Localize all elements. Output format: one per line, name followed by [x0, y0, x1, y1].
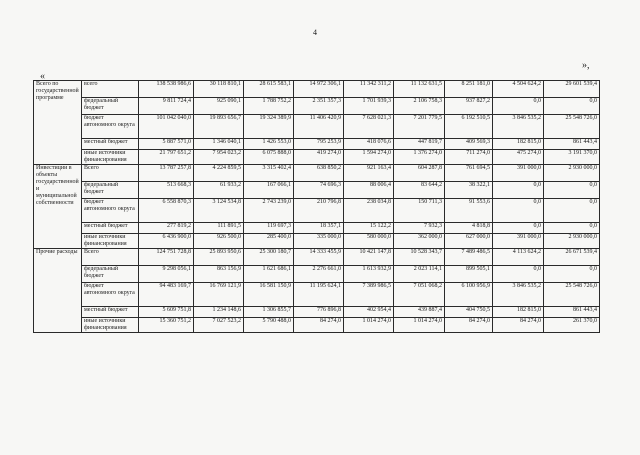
funding-source-label: иные источники финансирования	[82, 318, 139, 333]
amount-cell: 0,0	[544, 98, 600, 115]
table-row	[34, 150, 600, 165]
amount-cell: 7 489 486,5	[445, 249, 493, 266]
funding-source-label: местный бюджет	[82, 223, 139, 234]
funding-source-label: Всего	[82, 249, 139, 266]
amount-cell: 1 014 274,0	[394, 318, 445, 333]
amount-cell: 74 696,3	[294, 182, 344, 199]
amount-cell: 9 298 056,1	[139, 266, 194, 283]
amount-cell: 7 932,3	[394, 223, 445, 234]
amount-cell: 25 893 950,6	[194, 249, 244, 266]
budget-table	[33, 80, 600, 333]
amount-cell: 3 846 535,2	[493, 283, 544, 307]
amount-cell: 1 426 553,0	[244, 139, 294, 150]
amount-cell: 925 090,1	[194, 98, 244, 115]
amount-cell: 1 621 686,1	[244, 266, 294, 283]
amount-cell: 2 930 000,0	[544, 234, 600, 249]
budget-table-body	[34, 81, 600, 333]
amount-cell: 7 954 023,2	[194, 150, 244, 165]
amount-cell: 711 274,0	[445, 150, 493, 165]
amount-cell: 16 769 121,9	[194, 283, 244, 307]
amount-cell: 285 400,0	[244, 234, 294, 249]
amount-cell: 921 163,4	[344, 165, 394, 182]
amount-cell: 409 569,3	[445, 139, 493, 150]
amount-cell: 150 711,3	[394, 199, 445, 223]
amount-cell: 475 274,0	[493, 150, 544, 165]
amount-cell: 4 113 624,2	[493, 249, 544, 266]
amount-cell: 25 548 726,0	[544, 115, 600, 139]
table-row	[34, 266, 600, 283]
amount-cell: 362 000,0	[394, 234, 445, 249]
amount-cell: 3 124 534,8	[194, 199, 244, 223]
amount-cell: 7 051 068,2	[394, 283, 445, 307]
amount-cell: 119 697,3	[244, 223, 294, 234]
amount-cell: 0,0	[493, 223, 544, 234]
amount-cell: 937 827,2	[445, 98, 493, 115]
amount-cell: 0,0	[493, 182, 544, 199]
amount-cell: 61 933,2	[194, 182, 244, 199]
amount-cell: 111 891,5	[194, 223, 244, 234]
amount-cell: 101 042 040,0	[139, 115, 194, 139]
funding-source-label: бюджет автономного округа	[82, 283, 139, 307]
table-row	[34, 81, 600, 98]
table-row	[34, 182, 600, 199]
amount-cell: 0,0	[544, 223, 600, 234]
amount-cell: 863 156,9	[194, 266, 244, 283]
amount-cell: 124 751 728,8	[139, 249, 194, 266]
section-title: Прочие расходы	[34, 249, 82, 333]
amount-cell: 447 819,7	[394, 139, 445, 150]
amount-cell: 926 500,0	[194, 234, 244, 249]
table-row	[34, 199, 600, 223]
amount-cell: 1 376 274,0	[394, 150, 445, 165]
amount-cell: 580 000,0	[344, 234, 394, 249]
amount-cell: 795 253,9	[294, 139, 344, 150]
amount-cell: 7 027 523,2	[194, 318, 244, 333]
amount-cell: 7 389 986,5	[344, 283, 394, 307]
table-row	[34, 165, 600, 182]
amount-cell: 84 274,0	[493, 318, 544, 333]
opening-quote: «	[40, 71, 45, 82]
amount-cell: 391 000,0	[493, 234, 544, 249]
amount-cell: 84 274,0	[294, 318, 344, 333]
page-number: 4	[313, 28, 317, 37]
amount-cell: 391 000,0	[493, 165, 544, 182]
amount-cell: 402 954,4	[344, 307, 394, 318]
amount-cell: 7 201 779,5	[394, 115, 445, 139]
funding-source-label: Всего	[82, 165, 139, 182]
amount-cell: 0,0	[493, 266, 544, 283]
amount-cell: 21 797 651,2	[139, 150, 194, 165]
amount-cell: 14 972 306,1	[294, 81, 344, 98]
amount-cell: 277 819,2	[139, 223, 194, 234]
amount-cell: 11 406 420,9	[294, 115, 344, 139]
amount-cell: 899 505,1	[445, 266, 493, 283]
amount-cell: 1 613 932,9	[344, 266, 394, 283]
funding-source-label: федеральный бюджет	[82, 182, 139, 199]
amount-cell: 1 234 148,6	[194, 307, 244, 318]
amount-cell: 6 100 956,9	[445, 283, 493, 307]
amount-cell: 3 846 535,2	[493, 115, 544, 139]
amount-cell: 1 346 040,1	[194, 139, 244, 150]
amount-cell: 88 006,4	[344, 182, 394, 199]
amount-cell: 0,0	[493, 199, 544, 223]
section-title: Всего по государственной программе	[34, 81, 82, 165]
amount-cell: 19 324 389,9	[244, 115, 294, 139]
amount-cell: 84 274,0	[445, 318, 493, 333]
amount-cell: 1 788 752,2	[244, 98, 294, 115]
amount-cell: 2 930 000,0	[544, 165, 600, 182]
amount-cell: 439 887,4	[394, 307, 445, 318]
table-row	[34, 283, 600, 307]
amount-cell: 15 122,2	[344, 223, 394, 234]
section-title: Инвестиции в объекты государственной и муниципальной собственности	[34, 165, 82, 249]
amount-cell: 1 594 274,0	[344, 150, 394, 165]
amount-cell: 0,0	[493, 98, 544, 115]
amount-cell: 182 815,0	[493, 139, 544, 150]
amount-cell: 6 192 510,5	[445, 115, 493, 139]
table-row	[34, 139, 600, 150]
amount-cell: 210 796,8	[294, 199, 344, 223]
amount-cell: 25 300 180,7	[244, 249, 294, 266]
amount-cell: 1 306 855,7	[244, 307, 294, 318]
amount-cell: 10 528 343,7	[394, 249, 445, 266]
amount-cell: 25 548 726,0	[544, 283, 600, 307]
funding-source-label: иные источники финансирования	[82, 150, 139, 165]
amount-cell: 2 276 661,0	[294, 266, 344, 283]
amount-cell: 0,0	[544, 182, 600, 199]
amount-cell: 513 668,3	[139, 182, 194, 199]
amount-cell: 604 287,8	[394, 165, 445, 182]
amount-cell: 26 671 539,4	[544, 249, 600, 266]
amount-cell: 11 132 631,5	[394, 81, 445, 98]
amount-cell: 14 333 455,9	[294, 249, 344, 266]
amount-cell: 5 887 571,0	[139, 139, 194, 150]
amount-cell: 418 076,6	[344, 139, 394, 150]
amount-cell: 4 224 859,5	[194, 165, 244, 182]
amount-cell: 2 023 114,1	[394, 266, 445, 283]
amount-cell: 28 615 583,1	[244, 81, 294, 98]
amount-cell: 3 191 370,0	[544, 150, 600, 165]
amount-cell: 4 818,8	[445, 223, 493, 234]
amount-cell: 335 000,0	[294, 234, 344, 249]
amount-cell: 6 436 900,0	[139, 234, 194, 249]
amount-cell: 5 790 488,0	[244, 318, 294, 333]
amount-cell: 138 538 986,6	[139, 81, 194, 98]
amount-cell: 15 360 751,2	[139, 318, 194, 333]
amount-cell: 11 195 624,1	[294, 283, 344, 307]
amount-cell: 5 609 751,8	[139, 307, 194, 318]
amount-cell: 18 357,1	[294, 223, 344, 234]
amount-cell: 627 000,0	[445, 234, 493, 249]
table-row	[34, 307, 600, 318]
amount-cell: 9 811 724,4	[139, 98, 194, 115]
amount-cell: 3 315 402,4	[244, 165, 294, 182]
funding-source-label: бюджет автономного округа	[82, 199, 139, 223]
amount-cell: 1 701 939,3	[344, 98, 394, 115]
table-row	[34, 223, 600, 234]
amount-cell: 4 504 624,2	[493, 81, 544, 98]
amount-cell: 776 896,8	[294, 307, 344, 318]
amount-cell: 2 743 239,0	[244, 199, 294, 223]
funding-source-label: федеральный бюджет	[82, 266, 139, 283]
amount-cell: 238 034,8	[344, 199, 394, 223]
amount-cell: 2 351 357,3	[294, 98, 344, 115]
funding-source-label: федеральный бюджет	[82, 98, 139, 115]
amount-cell: 638 850,2	[294, 165, 344, 182]
amount-cell: 94 483 169,7	[139, 283, 194, 307]
funding-source-label: всего	[82, 81, 139, 98]
table-row	[34, 234, 600, 249]
amount-cell: 11 342 311,2	[344, 81, 394, 98]
table-row	[34, 249, 600, 266]
funding-source-label: местный бюджет	[82, 139, 139, 150]
amount-cell: 761 694,5	[445, 165, 493, 182]
amount-cell: 2 106 758,3	[394, 98, 445, 115]
amount-cell: 0,0	[544, 199, 600, 223]
amount-cell: 83 644,2	[394, 182, 445, 199]
table-row	[34, 115, 600, 139]
amount-cell: 1 014 274,0	[344, 318, 394, 333]
amount-cell: 91 553,6	[445, 199, 493, 223]
amount-cell: 182 815,0	[493, 307, 544, 318]
amount-cell: 7 628 021,3	[344, 115, 394, 139]
amount-cell: 419 274,0	[294, 150, 344, 165]
amount-cell: 10 421 147,8	[344, 249, 394, 266]
table-row	[34, 98, 600, 115]
table-row	[34, 318, 600, 333]
amount-cell: 861 443,4	[544, 139, 600, 150]
funding-source-label: местный бюджет	[82, 307, 139, 318]
amount-cell: 167 066,1	[244, 182, 294, 199]
amount-cell: 861 443,4	[544, 307, 600, 318]
closing-quote: »,	[582, 60, 590, 71]
amount-cell: 29 601 539,4	[544, 81, 600, 98]
amount-cell: 404 750,5	[445, 307, 493, 318]
funding-source-label: иные источники финансирования	[82, 234, 139, 249]
amount-cell: 6 558 870,3	[139, 199, 194, 223]
amount-cell: 6 075 888,0	[244, 150, 294, 165]
amount-cell: 13 787 257,8	[139, 165, 194, 182]
amount-cell: 19 893 656,7	[194, 115, 244, 139]
amount-cell: 30 118 810,1	[194, 81, 244, 98]
amount-cell: 0,0	[544, 266, 600, 283]
amount-cell: 261 370,0	[544, 318, 600, 333]
amount-cell: 16 581 150,9	[244, 283, 294, 307]
funding-source-label: бюджет автономного округа	[82, 115, 139, 139]
amount-cell: 8 251 181,0	[445, 81, 493, 98]
amount-cell: 38 322,1	[445, 182, 493, 199]
